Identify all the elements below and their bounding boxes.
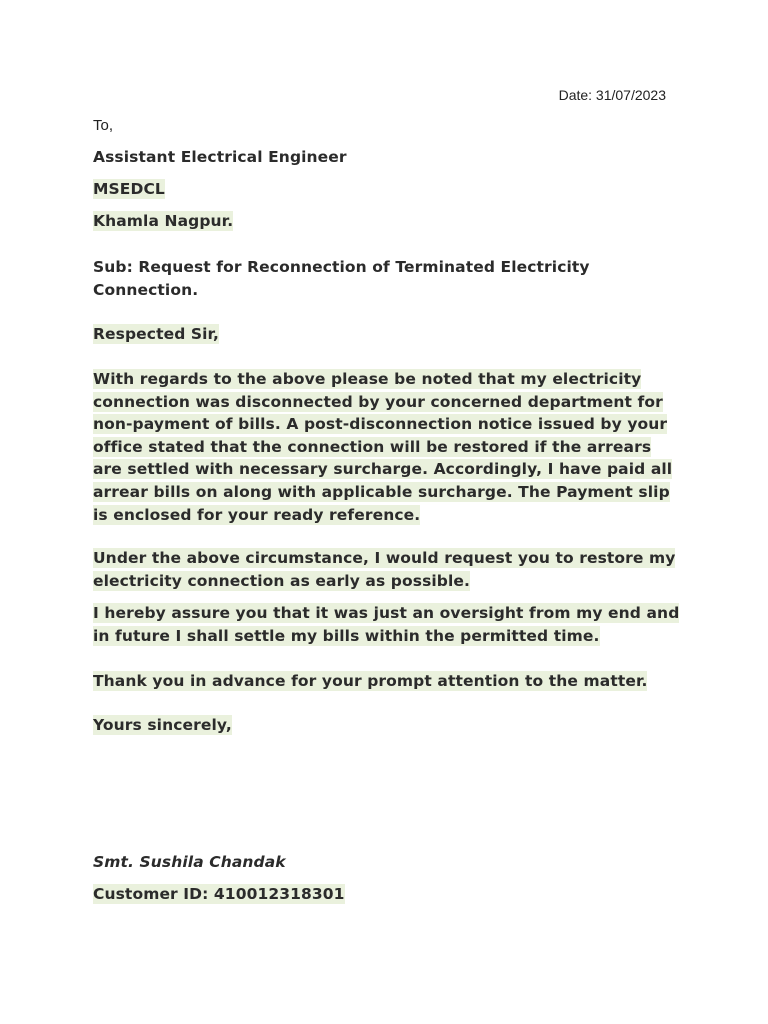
sender-name: Smt. Sushila Chandak: [93, 853, 286, 871]
recipient-organization: MSEDCL: [93, 180, 165, 198]
recipient-title: Assistant Electrical Engineer: [93, 148, 347, 166]
greeting-line: [93, 323, 683, 346]
recipient-title-line: [93, 146, 683, 169]
body-paragraph-2: [93, 547, 683, 592]
body-paragraph-1: [93, 368, 683, 526]
recipient-location-line: [93, 210, 683, 233]
paragraph-text: I hereby assure you that it was just an oversight from my end and in future I shall settle my bills within the permitted time.: [93, 604, 680, 645]
recipient-location: Khamla Nagpur.: [93, 212, 234, 230]
paragraph-text: Under the above circumstance, I would request you to restore my electricity connection as early as possible.: [93, 549, 676, 590]
body-paragraph-4: [93, 670, 683, 693]
customer-id-line: [93, 883, 683, 906]
letter-date: Date: 31/07/2023: [558, 87, 666, 103]
closing: Yours sincerely,: [93, 716, 232, 734]
subject: Sub: Request for Reconnection of Terminated Electricity Connection.: [93, 258, 590, 299]
subject-line: [93, 256, 653, 301]
customer-id: Customer ID: 410012318301: [93, 885, 345, 903]
paragraph-text: With regards to the above please be noted that my electricity connection was disconnected by your concerned department for non-payment of bills. A post-disconnection notice issued by your office stated that the connection will be restored if the arrears are settled with necessary surcharge. Accordingly, I have paid all arrear bills on along with applicable surcharge. The Payment slip is enclosed for your ready reference.: [93, 370, 673, 524]
closing-line: [93, 714, 683, 737]
sender-name-line: [93, 851, 683, 874]
greeting: Respected Sir,: [93, 325, 220, 343]
recipient-organization-line: [93, 178, 683, 201]
salutation-to: To,: [93, 117, 114, 134]
body-paragraph-3: [93, 602, 683, 647]
paragraph-text: Thank you in advance for your prompt attention to the matter.: [93, 672, 648, 690]
